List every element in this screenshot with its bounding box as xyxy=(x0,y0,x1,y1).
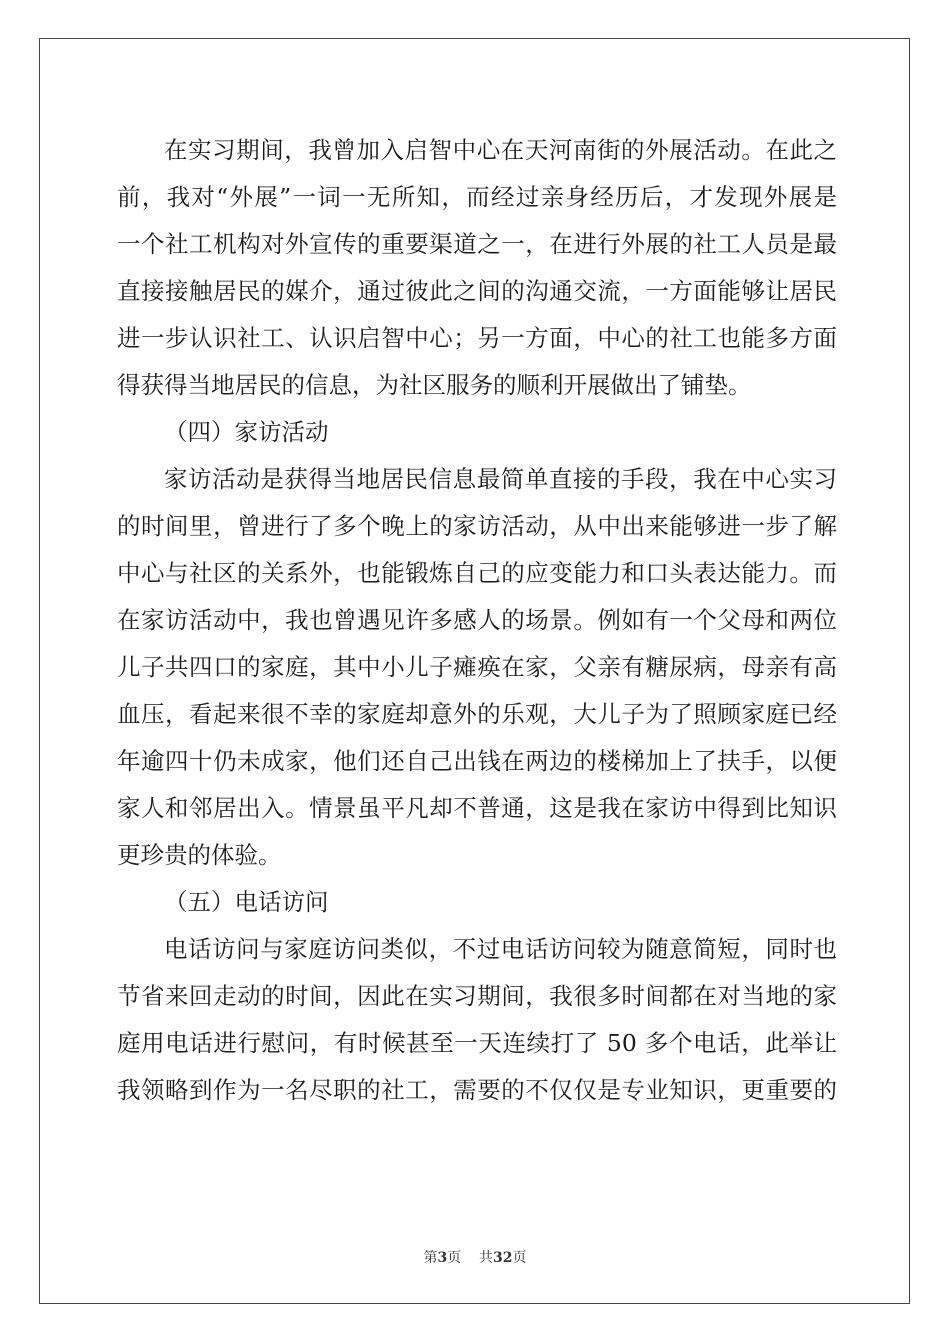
paragraph-2-line-9: 更珍贵的体验。 xyxy=(117,841,282,869)
paragraph-2-line-8: 家人和邻居出入。情景虽平凡却不普通，这是我在家访中得到比知识 xyxy=(117,794,837,822)
footer-page-suffix: 页 xyxy=(447,1250,462,1266)
paragraph-3-line-2: 节省来回走动的时间，因此在实习期间，我很多时间都在对当地的家 xyxy=(117,982,837,1010)
paragraph-2-line-7: 年逾四十仍未成家，他们还自己出钱在两边的楼梯加上了扶手，以便 xyxy=(117,747,837,775)
footer-page-number: 3 xyxy=(437,1250,448,1266)
paragraph-3-line-4: 我领略到作为一名尽职的社工，需要的不仅仅是专业知识，更重要的 xyxy=(117,1076,837,1104)
paragraph-2-line-5: 儿子共四口的家庭，其中小儿子瘫痪在家，父亲有糖尿病，母亲有高 xyxy=(117,653,837,681)
section-heading-4: （四）家访活动 xyxy=(164,418,329,446)
paragraph-3-line-3: 庭用电话进行慰问，有时候甚至一天连续打了 50 多个电话，此举让 xyxy=(117,1029,837,1057)
paragraph-1-line-5: 进一步认识社工、认识启智中心；另一方面，中心的社工也能多方面 xyxy=(117,324,837,352)
section-heading-5: （五）电话访问 xyxy=(164,888,329,916)
paragraph-1-line-1: 在实习期间，我曾加入启智中心在天河南街的外展活动。在此之 xyxy=(164,136,837,164)
paragraph-2-line-6: 血压，看起来很不幸的家庭却意外的乐观，大儿子为了照顾家庭已经 xyxy=(117,700,837,728)
paragraph-2-line-2: 的时间里，曾进行了多个晚上的家访活动，从中出来能够进一步了解 xyxy=(117,512,837,540)
footer-page-prefix: 第 xyxy=(423,1250,438,1266)
paragraph-2-line-4: 在家访活动中，我也曾遇见许多感人的场景。例如有一个父母和两位 xyxy=(117,606,837,634)
footer-total-prefix: 共 xyxy=(479,1250,494,1266)
paragraph-1-line-3: 一个社工机构对外宣传的重要渠道之一，在进行外展的社工人员是最 xyxy=(117,230,837,258)
paragraph-2-line-1: 家访活动是获得当地居民信息最简单直接的手段，我在中心实习 xyxy=(164,465,837,493)
paragraph-2-line-3: 中心与社区的关系外，也能锻炼自己的应变能力和口头表达能力。而 xyxy=(117,559,837,587)
footer-total-number: 32 xyxy=(493,1250,513,1266)
document-body xyxy=(117,127,837,1114)
paragraph-1-line-2: 前，我对“外展”一词一无所知，而经过亲身经历后，才发现外展是 xyxy=(117,183,837,211)
page-footer xyxy=(0,1247,950,1267)
paragraph-1-line-6: 得获得当地居民的信息，为社区服务的顺利开展做出了铺垫。 xyxy=(117,371,752,399)
paragraph-1-line-4: 直接接触居民的媒介，通过彼此之间的沟通交流，一方面能够让居民 xyxy=(117,277,837,305)
footer-total-suffix: 页 xyxy=(512,1250,527,1266)
paragraph-3-line-1: 电话访问与家庭访问类似，不过电话访问较为随意简短，同时也 xyxy=(164,935,837,963)
